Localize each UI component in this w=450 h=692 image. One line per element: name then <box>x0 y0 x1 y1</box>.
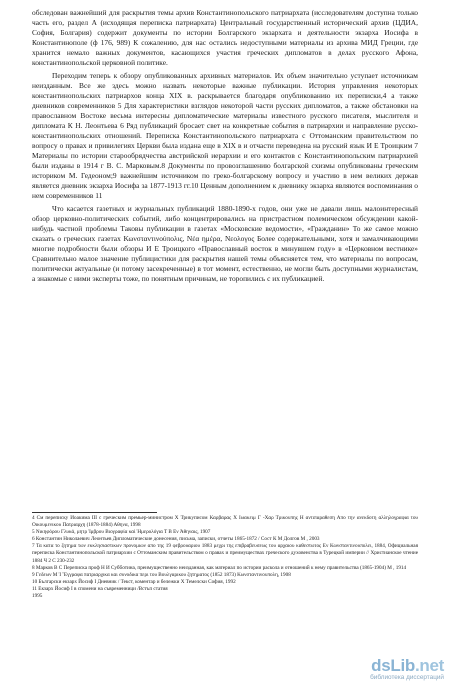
footnotes <box>32 515 418 600</box>
dslib-logo-tld: .net <box>414 656 444 675</box>
footnote-7: 7 Τα κατα το ζητημα των εκκλησιαστικων προνομιων απο της 19 φεβρουαριου 1883 μεχρι της επιβραβευσεως του αρχαιου καθεστωτος Εν Κωνσταντινουπολει, 1884, Официальная переписка Константинопольской патриархии с Оттоманским правительством о правах и преимуществах греческого духовенства в Турецкой империи // Христианское чтение 1884 Ч 2 С 230-232 <box>32 543 418 564</box>
footnote-6: 6 Константин Николаевич Леонтьев Дипломатические донесения, письма, записки, отчеты 1865-1872 / Сост К М Долгов М , 2003 <box>32 536 320 543</box>
dslib-subtitle: библиотека диссертаций <box>370 674 444 681</box>
main-text <box>32 8 418 287</box>
footnote-11-year: 1995 <box>32 593 43 600</box>
dslib-logo <box>371 656 444 676</box>
footnote-4: 4 См переписку Иоакима III с греческим премьер-министром Х Трикуписом Καρβαρας Χ Ιωακειμ Γ -Χαρ Τρικουπης Η αντιπαραθεση Απο την ανεκδοτη αλληλογραφια του Οικουμενικου Πατριαρχη (1878-1884) Αθηνα, 1998 <box>32 515 418 529</box>
paragraph-press: Что касается газетных и журнальных публикаций 1880-1890-х годов, они уже не давали лишь малоинтересный обзор церковно-политических событий, либо концентрировались на пристрастном полемическом обсуждении какой-нибудь частной проблемы Таковы публикации в газетах «Московские ведомости», «Гражданин» То же самое можно сказать о греческих газетах Κωνσταντινούπολις, Νέα ημέρα, Νεολογος Более содержательными, хотя и замалчивающими многие подробности были обзоры И Е Троицкого «Православный восток в минувшем году» в «Церковном вестнике» Сравнительно малое значение публицистики для раскрытия нашей темы объясняется тем, что материалы по вопросам, политически актуальные (и потому засекреченные) в тот момент, естественно, не могли быть доступными журналистам, а знакомые с ними эксперты тоже, по понятным причинам, не торопились с их публикацией. <box>32 204 418 283</box>
footnote-5: 5 Νικηφόρου Γλυκά, μητρ Ἰμβρου Βιογραφία καὶ Ἡμερολόγια Τ Β Εν Ἀθηναις, 1907 <box>32 529 211 536</box>
footnote-9: 9 Γεδεων Μ Ἰ Ἔγγραφα πατριαρχικα και συνοδικα περι του Βουλγαρικου ζητηματος (1852 1873) Κωνσταντινουπολη, 1908 <box>32 571 291 578</box>
paragraph-archives: обследован важнейший для раскрытия темы архив Константинопольского патриархата (исследователям доступна только часть его, раздел А (исходящая переписка патриархата) Центральный государственный исторический архив (ЦДИА, София, Болгария) содержит документы по истории Болгарского экзархата и деятельности экзарха Иосифа в Константинополе (ф 176, 989) К сожалению, для нас остались недоступными материалы из архива МИД Греции, где хранится немало важных документов, касающихся участия греческих дипломатов в делах русского Афона, константинопольской церковной политике. <box>32 8 418 67</box>
paragraph-publications: Переходим теперь к обзору опубликованных архивных материалов. Их объем значительно уступает источникам неизданным. Все же здесь можно назвать некоторые важные публикации. История управления некоторых константинопольских патриархов конца XIX в. раскрывается благодаря опубликованию их переписки,4 а также дневников современников 5 Для характеристики взглядов некоторой части русских дипломатов, а также обстановки на православном Востоке весьма интересны дипломатические материалы известного русского писателя, мыслителя и дипломата К Н. Леонтьева 6 Ряд публикаций бросает свет на конкретные события в патриархии и направление русско-константинопольских отношений. Переписка Константинопольского патриархата с Оттоманским правительством по вопросу о правах и привилегиях Церкви была издана еще в XIX в и отчасти переведена на русский язык И Е Троицким 7 Материалы по истории старообрядчества австрийской иерархии и его контактов с Константинопольским патриархией были изданы в 1914 г В. С. Марковым.8 Документы по провозглашению болгарской схизмы опубликованы греческим историком М. Гедеоном;9 важнейшим источником по греко-болгарскому вопросу и участию в нем великих держав является дневник экзарха Иосифа за 1877-1913 гг.10 Ценным дополнением к дневнику экзарха являются воспоминания о нем современников 11 <box>32 71 418 200</box>
footnote-divider <box>32 512 157 513</box>
dslib-logo-main: dsLib <box>371 656 415 675</box>
footnote-8: 8 Марков В С Переписка проф Н И Субботина, преимущественно неизданная, как материал по истории раскола и отношений к нему правительства (1865-1904) М , 1914 <box>32 564 407 571</box>
footnote-10: 10 Български екзарх Йосиф I Дневник / Текст, коментар и бележки Х Темелски София, 1992 <box>32 578 236 585</box>
dslib-watermark[interactable] <box>348 656 444 690</box>
footnote-11: 11 Екзарх Йосиф I в спомени на съвременници /Встъп статия <box>32 585 168 592</box>
